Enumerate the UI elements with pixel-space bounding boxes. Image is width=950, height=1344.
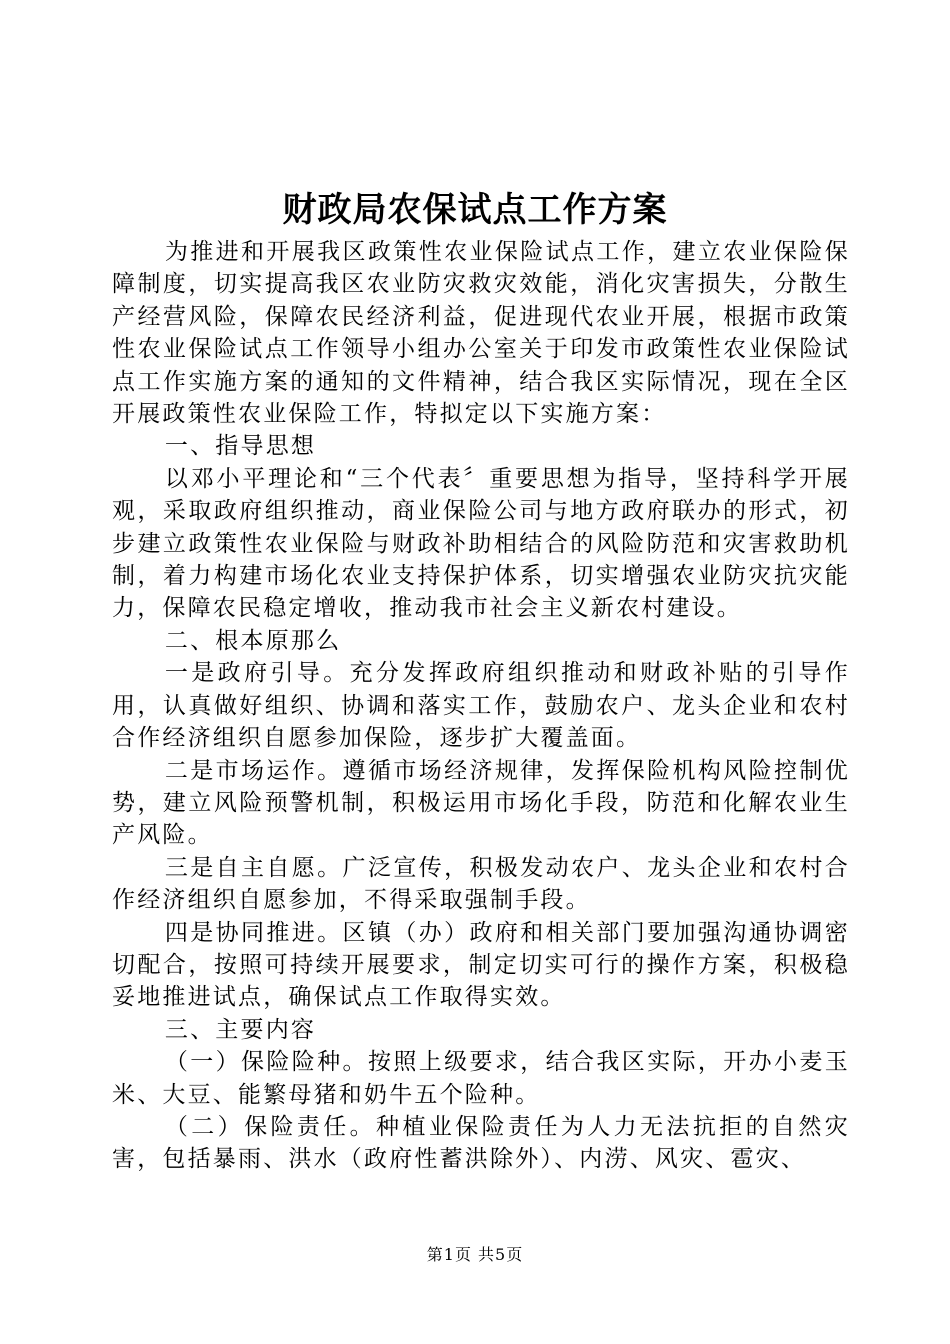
principle-market-operation: 二是市场运作。遵循市场经济规律，发挥保险机构风险控制优势，建立风险预警机制，积极运用市场化手段，防范和化解农业生产风险。: [112, 757, 850, 849]
page-number-footer: 第1页 共5页: [426, 1245, 524, 1264]
guiding-thought-paragraph: 以邓小平理论和“三个代表〞重要思想为指导，坚持科学开展观，采取政府组织推动，商业保险公司与地方政府联办的形式，初步建立政策性农业保险与财政补助相结合的风险防范和灾害救助机制，着力构建市场化农业支持保护体系，切实增强农业防灾抗灾能力，保障农民稳定增收，推动我市社会主义新农村建设。: [112, 465, 850, 622]
section-heading-main-content: 三、主要内容: [164, 1016, 317, 1043]
content-insurance-liability: （二）保险责任。种植业保险责任为人力无法抗拒的自然灾害，包括暴雨、洪水（政府性蓄洪除外）、内涝、风灾、雹灾、: [112, 1113, 850, 1173]
principle-coordinated-promotion: 四是协同推进。区镇（办）政府和相关部门要加强沟通协调密切配合，按照可持续开展要求，制定切实可行的操作方案，积极稳妥地推进试点，确保试点工作取得实效。: [112, 919, 850, 1011]
document-title: 财政局农保试点工作方案: [282, 190, 668, 230]
section-heading-guiding-thought: 一、指导思想: [164, 433, 317, 460]
intro-paragraph: 为推进和开展我区政策性农业保险试点工作，建立农业保险保障制度，切实提高我区农业防灾救灾效能，消化灾害损失，分散生产经营风险，保障农民经济利益，促进现代农业开展，根据市政策性农业保险试点工作领导小组办公室关于印发市政策性农业保险试点工作实施方案的通知的文件精神，结合我区实际情况，现在全区开展政策性农业保险工作，特拟定以下实施方案：: [112, 239, 850, 428]
section-heading-basic-principles: 二、根本原那么: [164, 627, 342, 654]
principle-government-guidance: 一是政府引导。充分发挥政府组织推动和财政补贴的引导作用，认真做好组织、协调和落实工作，鼓励农户、龙头企业和农村合作经济组织自愿参加保险，逐步扩大覆盖面。: [112, 660, 850, 752]
document-body: [112, 236, 850, 1176]
content-insurance-types: （一）保险险种。按照上级要求，结合我区实际，开办小麦玉米、大豆、能繁母猪和奶牛五个险种。: [112, 1049, 850, 1108]
principle-voluntary: 三是自主自愿。广泛宣传，积极发动农户、龙头企业和农村合作经济组织自愿参加，不得采取强制手段。: [112, 854, 850, 914]
